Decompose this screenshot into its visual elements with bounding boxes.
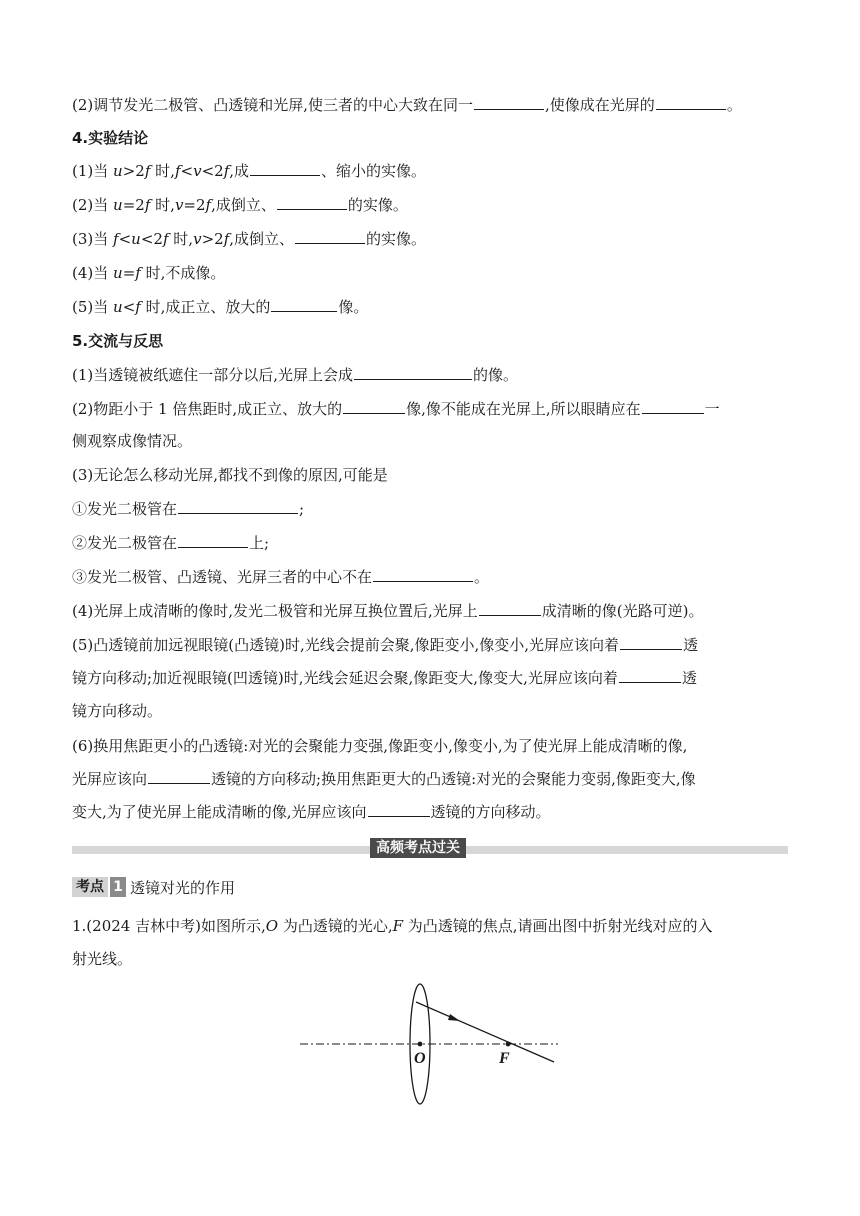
blank[interactable] — [368, 802, 430, 817]
reflection-2: (2)物距小于 1 倍焦距时,成正立、放大的 像,像不能成在光屏上,所以眼睛应在 一 — [72, 400, 720, 418]
focus-dot — [506, 1042, 511, 1047]
text: 。 — [726, 96, 742, 114]
reflection-6: (6)换用焦距更小的凸透镜:对光的会聚能力变强,像距变小,像变小,为了使光屏上能成清晰的像, — [72, 737, 688, 755]
blank[interactable] — [148, 769, 210, 784]
conclusion-3: (3)当 f<u<2f 时,v>2f,成倒立、 的实像。 — [72, 230, 427, 248]
section-title-conclusion: 4.实验结论 — [72, 129, 149, 147]
question-1-cont: 射光线。 — [72, 950, 133, 968]
conclusion-4: (4)当 u=f 时,不成像。 — [72, 264, 226, 282]
conclusion-1: (1)当 u>2f 时,f<v<2f,成 、缩小的实像。 — [72, 162, 427, 180]
conclusion-2: (2)当 u=2f 时,v=2f,成倒立、 的实像。 — [72, 196, 408, 214]
blank[interactable] — [656, 95, 726, 110]
section-banner-title: 高频考点过关 — [370, 838, 466, 858]
topic-number: 1 — [110, 877, 126, 897]
blank[interactable] — [479, 601, 541, 616]
reflection-6-cont: 光屏应该向 透镜的方向移动;换用焦距更大的凸透镜:对光的会聚能力变弱,像距变大,像 — [72, 770, 696, 788]
text: ,使像成在光屏的 — [545, 96, 655, 114]
blank[interactable] — [642, 399, 704, 414]
text: (2)调节发光二极管、凸透镜和光屏,使三者的中心大致在同一 — [72, 96, 474, 114]
conclusion-5: (5)当 u<f 时,成正立、放大的 像。 — [72, 298, 369, 316]
blank[interactable] — [178, 499, 298, 514]
reflection-3: (3)无论怎么移动光屏,都找不到像的原因,可能是 — [72, 466, 388, 484]
reflection-5-cont: 镜方向移动;加近视眼镜(凹透镜)时,光线会延迟会聚,像距变大,像变大,光屏应该向着 透 — [72, 669, 697, 687]
topic-title: 透镜对光的作用 — [130, 878, 236, 897]
blank[interactable] — [271, 297, 337, 312]
label-f: F — [499, 1050, 510, 1067]
reflection-1: (1)当透镜被纸遮住一部分以后,光屏上会成 的像。 — [72, 366, 519, 384]
reflection-3-2: ②发光二极管在 上; — [72, 534, 270, 552]
blank[interactable] — [295, 229, 365, 244]
reflection-5-end: 镜方向移动。 — [72, 702, 163, 720]
section-title-reflection: 5.交流与反思 — [72, 332, 164, 350]
reflection-3-3: ③发光二极管、凸透镜、光屏三者的中心不在 。 — [72, 568, 490, 586]
lens-diagram — [296, 980, 566, 1110]
blank[interactable] — [373, 567, 473, 582]
blank[interactable] — [250, 161, 320, 176]
step-2-text — [72, 95, 792, 115]
question-1: 1.(2024 吉林中考)如图所示,O 为凸透镜的光心,F 为凸透镜的焦点,请画出图中折射光线对应的入 — [72, 917, 713, 935]
blank[interactable] — [343, 399, 405, 414]
blank[interactable] — [620, 635, 682, 650]
ray-arrow-icon — [448, 1014, 460, 1021]
reflection-5: (5)凸透镜前加远视眼镜(凸透镜)时,光线会提前会聚,像距变小,像变小,光屏应该向着 透 — [72, 636, 699, 654]
topic-header — [72, 876, 235, 898]
refracted-ray — [416, 1002, 554, 1062]
topic-label: 考点 — [72, 877, 108, 897]
reflection-3-1: ①发光二极管在 ; — [72, 500, 305, 518]
reflection-6-end: 变大,为了使光屏上能成清晰的像,光屏应该向 透镜的方向移动。 — [72, 803, 551, 821]
blank[interactable] — [619, 668, 681, 683]
blank[interactable] — [178, 533, 248, 548]
blank[interactable] — [354, 365, 472, 380]
blank[interactable] — [277, 195, 347, 210]
blank[interactable] — [474, 95, 544, 110]
reflection-2-cont: 侧观察成像情况。 — [72, 432, 193, 450]
label-o: O — [414, 1050, 426, 1067]
reflection-4: (4)光屏上成清晰的像时,发光二极管和光屏互换位置后,光屏上 成清晰的像(光路可逆)。 — [72, 602, 704, 620]
optical-center-dot — [418, 1042, 423, 1047]
